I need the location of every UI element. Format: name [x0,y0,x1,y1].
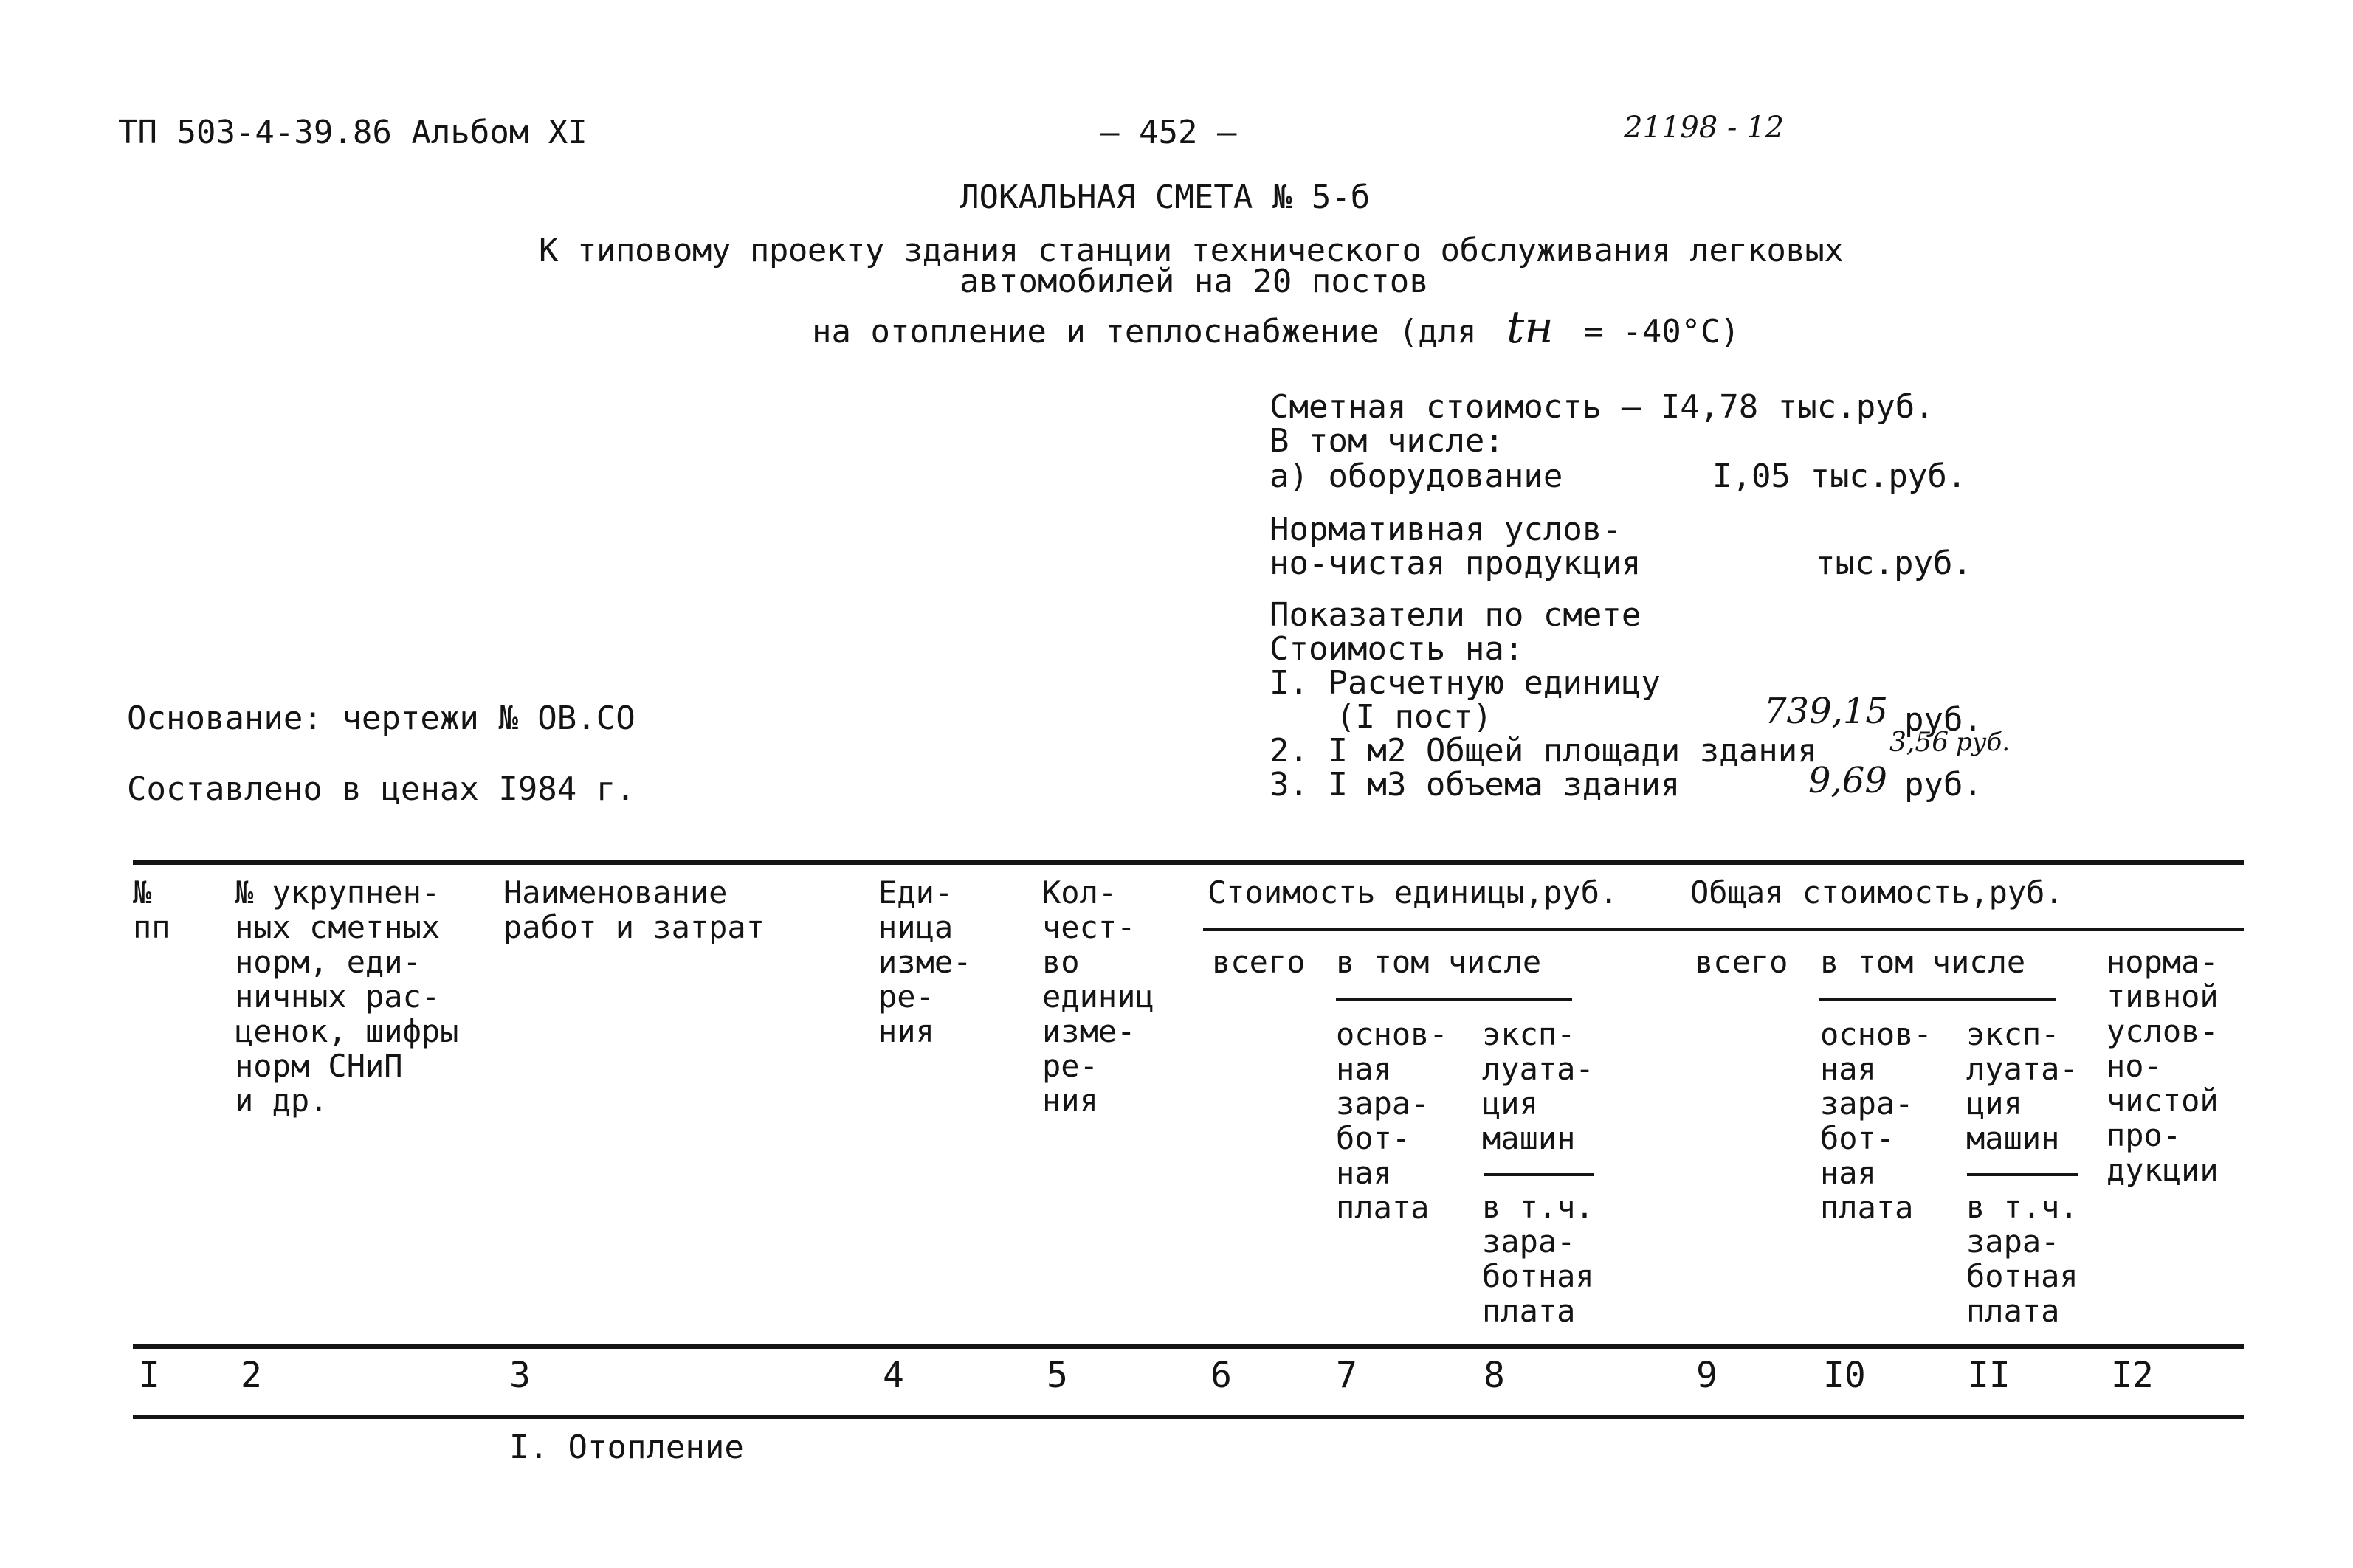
total-machines-rule [1967,1173,2078,1176]
indicator-1-sublabel: (I пост) [1336,698,1492,736]
column-number: I [139,1355,160,1396]
normative-product-line-2: но-чистая продукция [1269,545,1641,582]
header-unit-total: всего [1212,944,1306,980]
header-normative-product: норма- тивной услов- но- чистой про- дукции [2106,944,2219,1188]
table-top-rule [133,860,2244,865]
indicator-1-value: 739,15 [1764,691,1888,732]
title-line-2: автомобилей на 20 постов [960,263,1429,300]
page-number: – 452 – [1100,114,1237,151]
indicator-2-unit: руб. [1956,728,2011,757]
equipment-label: а) оборудование [1269,457,1563,495]
header-unit-cost-group: Стоимость единицы,руб. [1207,874,1619,911]
price-base-year: Составлено в ценах I984 г. [127,770,635,808]
cost-on-label: Стоимость на: [1269,630,1524,668]
title-line-3 [812,302,1740,353]
header-unit-wage: основ- ная зара- бот- ная плата [1336,1016,1448,1226]
header-grand-wage: основ- ная зара- бот- ная плата [1820,1016,1932,1226]
header-grand-machines: эксп- луата- ция машин [1966,1016,2078,1156]
indicator-2-label: 2. I м2 Общей площади здания [1269,732,1817,770]
indicator-3-unit: руб. [1904,766,1982,804]
header-grand-total: всего [1695,944,1788,980]
indicator-1-label: I. Расчетную единицу [1269,664,1661,702]
column-number: 4 [883,1355,904,1396]
header-unit-including: в том числе [1336,944,1542,980]
normative-product-unit: тыс.руб. [1816,545,1972,582]
header-total-cost-group: Общая стоимость,руб. [1690,874,2064,911]
header-grand-including: в том числе [1820,944,2026,980]
header-unit: Еди- ница изме- ре- ния [878,874,972,1049]
header-unit-machines-wage: в т.ч. зара- ботная плата [1482,1189,1594,1329]
title-line-3-suffix: = -40°С) [1583,313,1740,350]
column-numbers-rule [133,1415,2244,1419]
column-number: 7 [1336,1355,1357,1396]
including-label: В том числе: [1269,422,1504,460]
column-number: 6 [1210,1355,1232,1396]
estimated-cost: Сметная стоимость – I4,78 тыс.руб. [1269,388,1935,426]
unit-machines-rule [1484,1173,1594,1176]
column-number: 3 [509,1355,531,1396]
title-line-3-prefix: на отопление и теплоснабжение (для [812,313,1477,350]
equipment-value: I,05 тыс.руб. [1712,457,1967,495]
unit-incl-rule [1336,998,1572,1001]
header-quantity: Кол- чест- во единиц изме- ре- ния [1042,874,1154,1119]
indicator-1-unit: руб. [1904,701,1982,739]
document-reference: ТП 503-4-39.86 Альбом XI [118,114,588,151]
basis-drawings: Основание: чертежи № ОВ.СО [127,700,635,737]
estimate-title: ЛОКАЛЬНАЯ СМЕТА № 5-б [960,179,1371,216]
column-number: II [1968,1355,2011,1396]
total-incl-rule [1819,998,2056,1001]
header-work-name: Наименование работ и затрат [503,874,765,945]
header-norm-codes: № укрупнен- ных сметных норм, еди- ничных рас- ценок, шифры норм СНиП и др. [235,874,459,1119]
column-number: I2 [2111,1355,2154,1396]
temperature-symbol: tн [1506,302,1554,353]
header-group-rule [1203,928,2244,931]
column-number: 9 [1696,1355,1718,1396]
header-grand-machines-wage: в т.ч. зара- ботная плата [1966,1189,2078,1329]
column-number: 2 [241,1355,262,1396]
section-title-heating: I. Отопление [509,1429,744,1466]
indicators-title: Показатели по смете [1269,596,1641,634]
column-number: 8 [1484,1355,1505,1396]
indicator-3-value: 9,69 [1808,760,1887,801]
header-bottom-rule [133,1344,2244,1349]
title-line-1: К типовому проекту здания станции технического обслуживания легковых [539,232,1844,269]
column-number: I0 [1823,1355,1866,1396]
handwritten-code: 21198 - 12 [1624,111,1785,145]
column-number: 5 [1047,1355,1068,1396]
normative-product-line-1: Нормативная услов- [1269,511,1622,548]
header-unit-machines: эксп- луата- ция машин [1482,1016,1594,1156]
indicator-2-value: 3,56 [1889,728,1949,758]
indicator-3-label: 3. I м3 объема здания [1269,766,1681,804]
header-row-number: № пп [133,874,170,945]
